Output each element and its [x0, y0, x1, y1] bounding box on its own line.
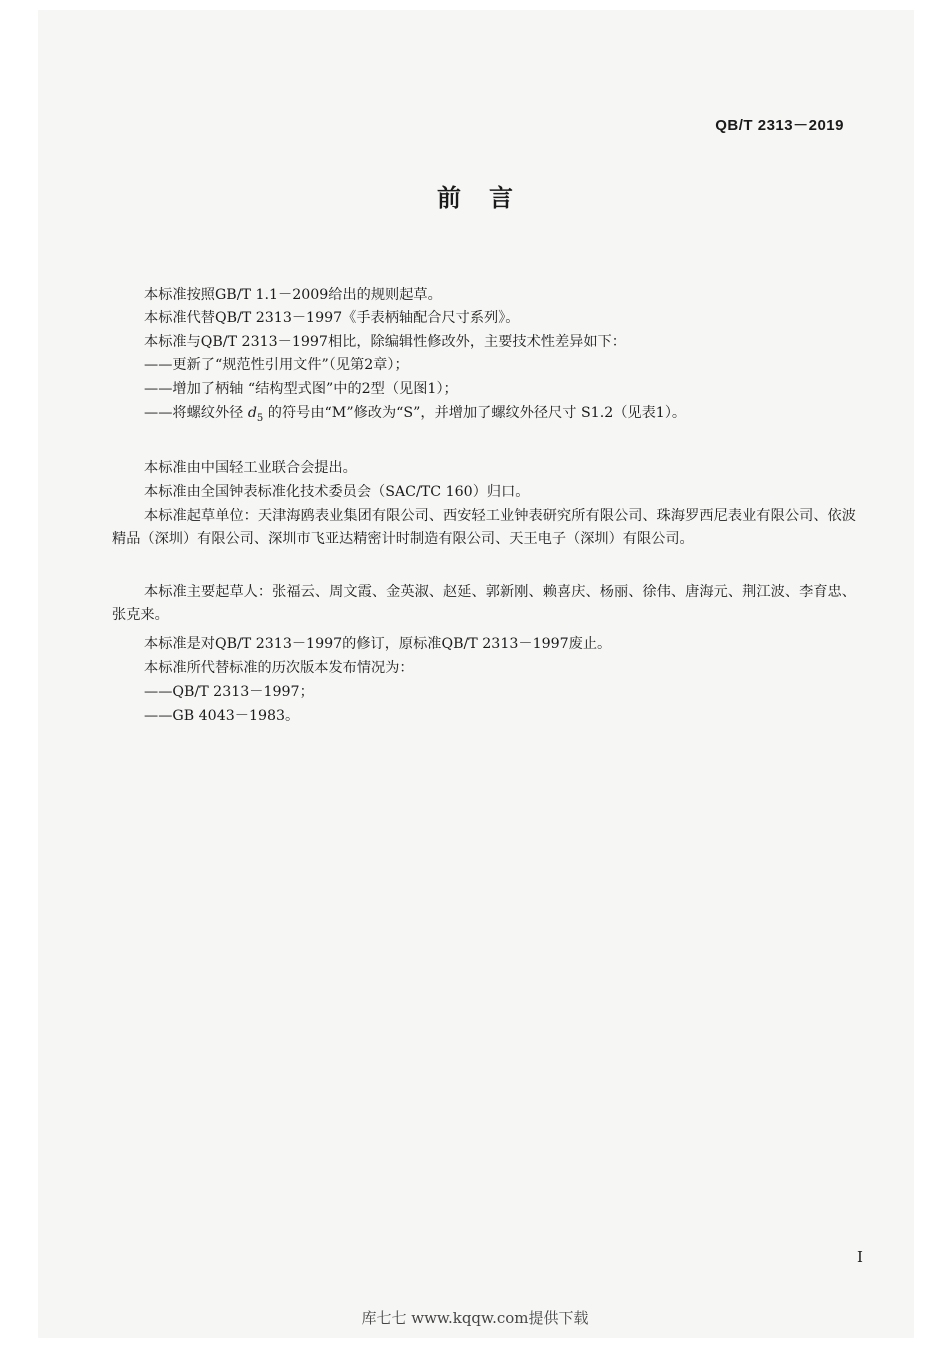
paragraph-differences-intro: 本标准与QB/T 2313－1997相比，除编辑性修改外，主要技术性差异如下：: [144, 334, 626, 350]
difference-item-3-post: 的符号由“M”修改为“S”，并增加了螺纹外径尺寸 S1.2（见表1）。: [263, 405, 687, 421]
paragraph-administered-by: 本标准由全国钟表标准化技术委员会（SAC/TC 160）归口。: [144, 484, 530, 500]
history-item-1: ——QB/T 2313－1997；: [144, 684, 314, 700]
document-code: QB/T 2313－2019: [715, 117, 844, 134]
page-number: I: [857, 1248, 863, 1266]
difference-item-3: [112, 402, 856, 430]
paragraph-drafting-rules: 本标准按照GB/T 1.1－2009给出的规则起草。: [144, 287, 442, 303]
paragraph-history-intro: 本标准所代替标准的历次版本发布情况为：: [144, 660, 414, 676]
symbol-d5: [247, 405, 264, 424]
page-title: 前言: [437, 184, 541, 212]
paragraph-drafters: 本标准主要起草人：张福云、周文霞、金英淑、赵延、郭新刚、赖喜庆、杨丽、徐伟、唐海元、荆江波、李育忠、张克来。: [112, 584, 856, 623]
difference-item-2: ——增加了柄轴 “结构型式图”中的2型（见图1）；: [144, 381, 458, 397]
paragraph-revision-note: 本标准是对QB/T 2313－1997的修订，原标准QB/T 2313－1997废止。: [144, 636, 612, 652]
symbol-d5-var: d: [247, 405, 257, 421]
paragraph-replaces: 本标准代替QB/T 2313－1997《手表柄轴配合尺寸系列》。: [144, 310, 520, 326]
difference-item-1: ——更新了“规范性引用文件”（见第2章）；: [144, 357, 409, 373]
symbol-d5-sub: 5: [256, 412, 264, 424]
paragraph-drafting-units: 本标准起草单位：天津海鸥表业集团有限公司、西安轻工业钟表研究所有限公司、珠海罗西尼表业有限公司、依波精品（深圳）有限公司、深圳市飞亚达精密计时制造有限公司、天王电子（深圳）有限公司。: [112, 508, 856, 547]
download-footer: 库七七 www.kqqw.com提供下载: [361, 1309, 589, 1327]
paragraph-proposed-by: 本标准由中国轻工业联合会提出。: [144, 460, 357, 476]
difference-item-3-pre: ——将螺纹外径: [144, 405, 248, 421]
history-item-2: ——GB 4043－1983。: [144, 708, 300, 724]
